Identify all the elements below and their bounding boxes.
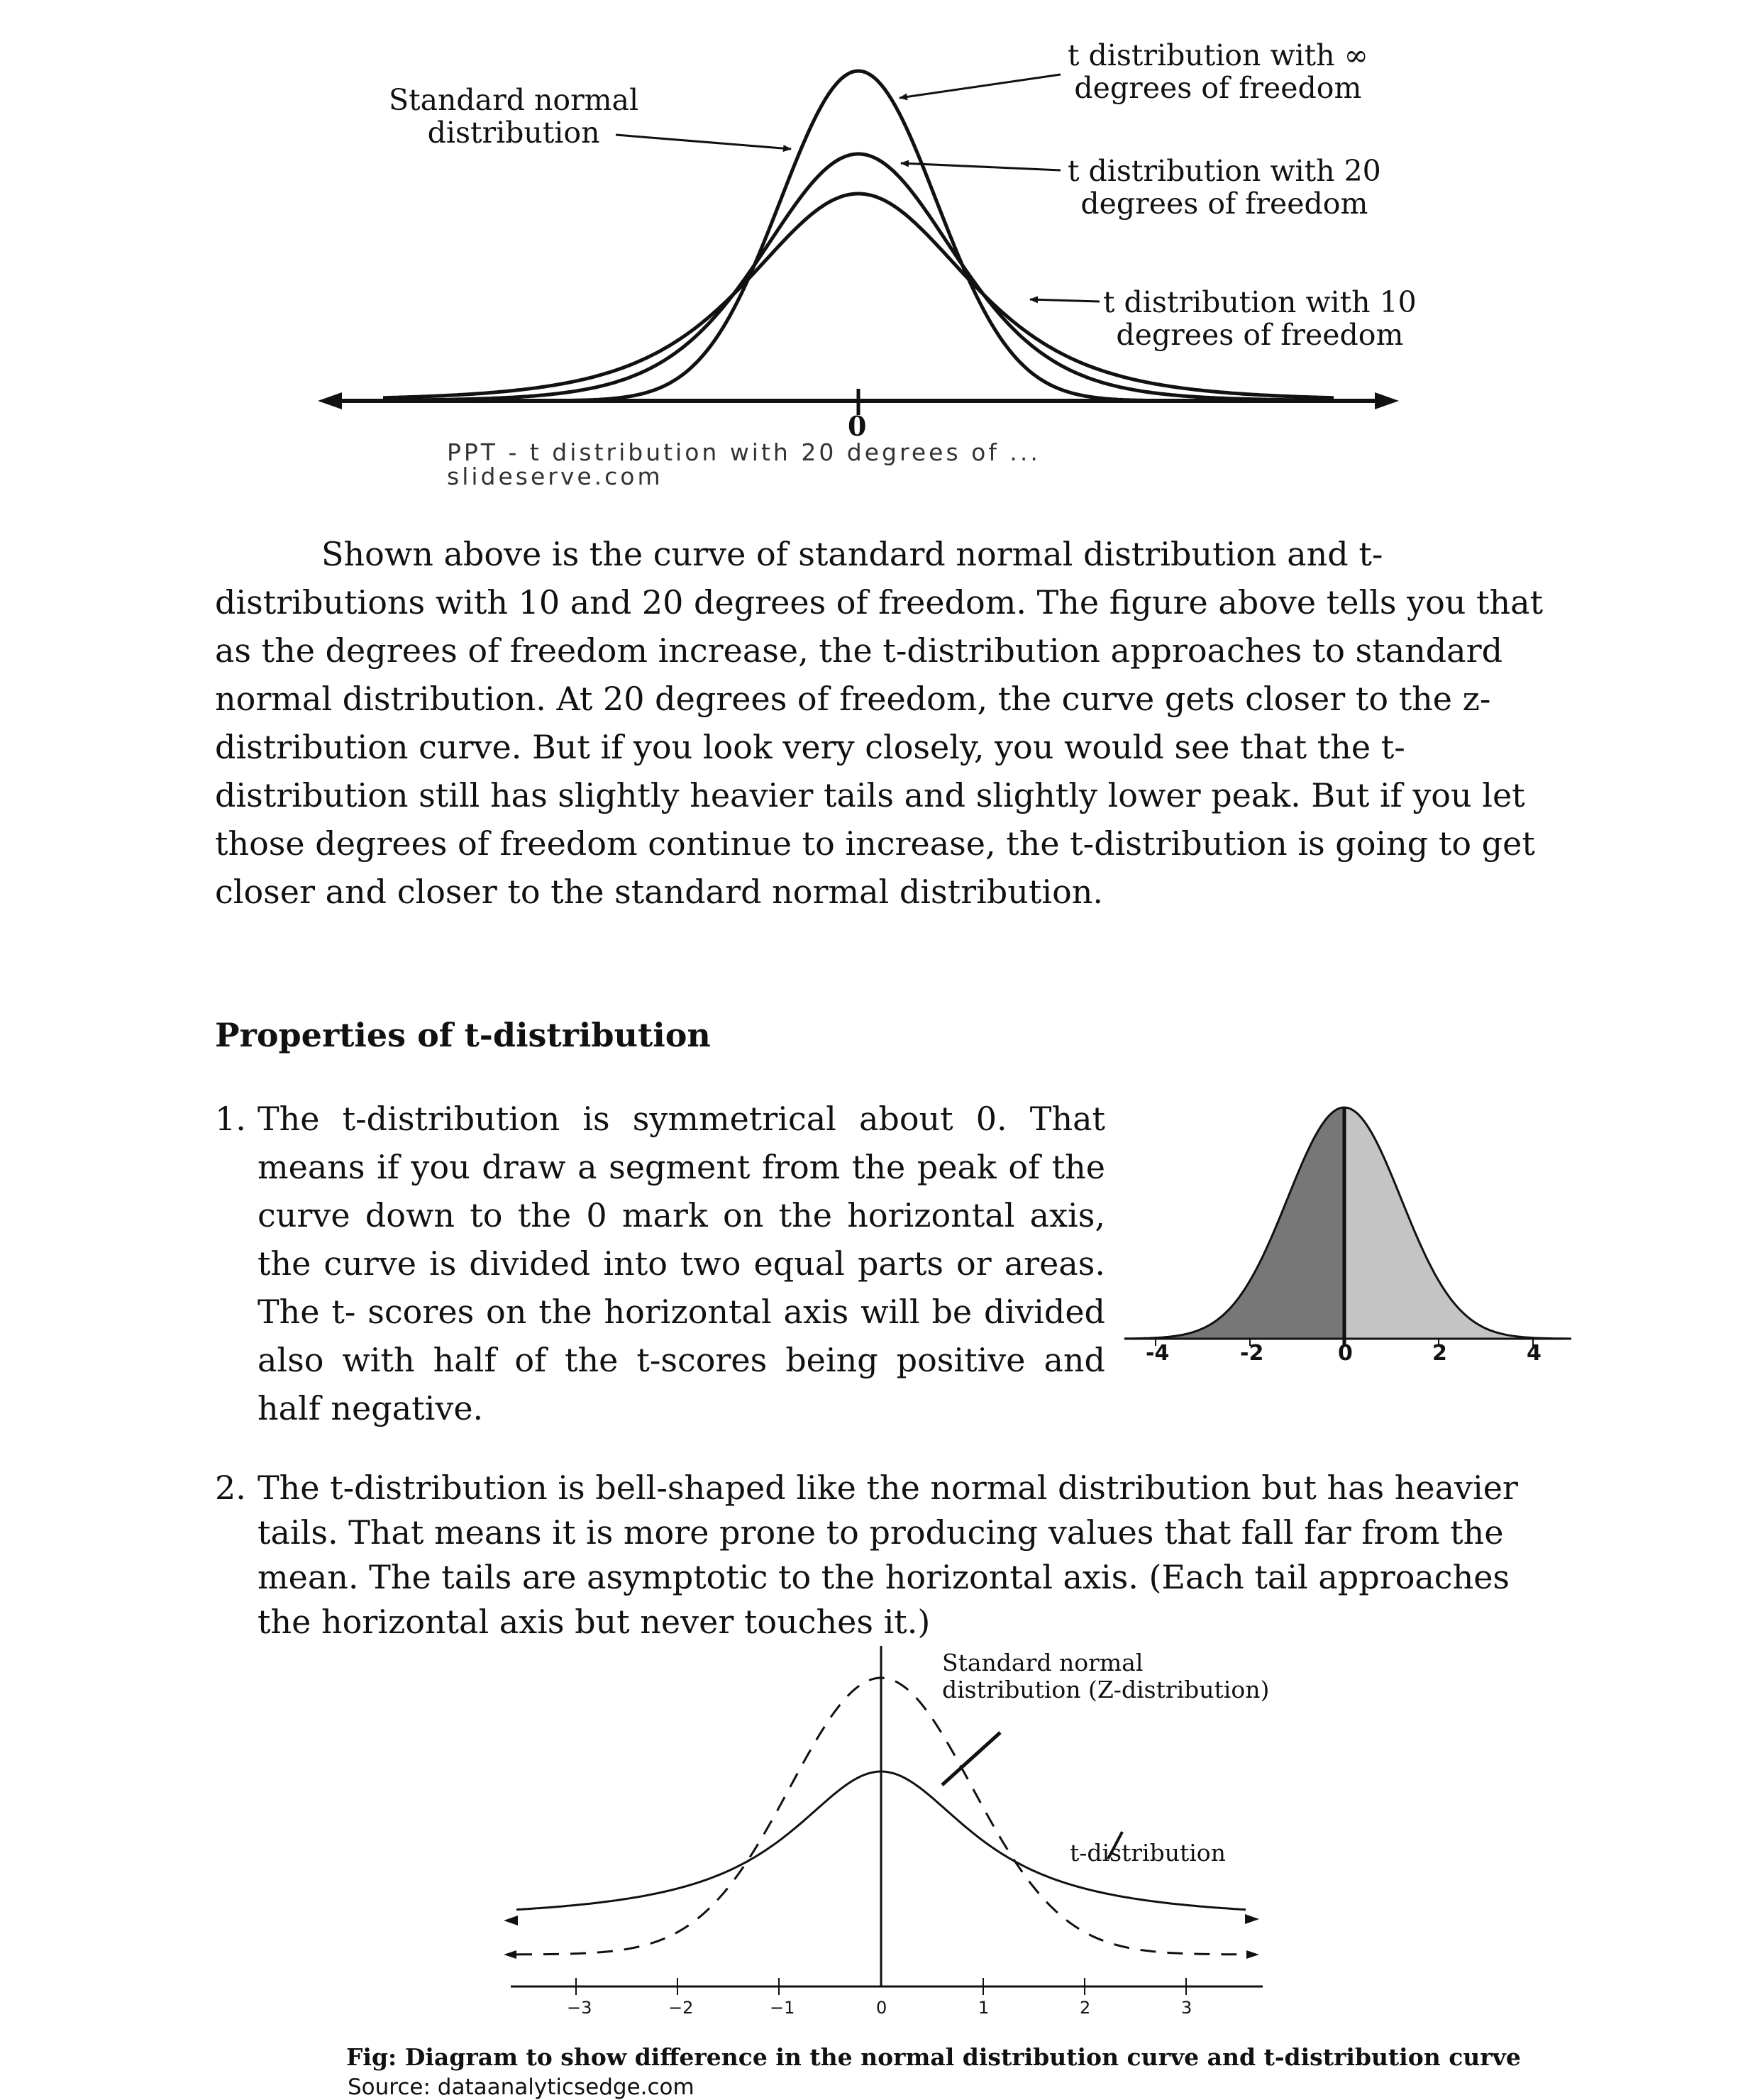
list-item-1-text: The t-distribution is symmetrical about 0. That means if you draw a segment from the peak of the curve down to the 0 mark on the horizontal axis, the curve is divided into two equal parts or areas. The t- scores on the horizontal axis will be divided also with half of the t-scores being positive and half negative.	[258, 1100, 1105, 1427]
figure3-tick-label: 1	[978, 1998, 990, 2018]
t-distribution-comparison-figure	[0, 0, 1760, 497]
label-t-infinity	[1068, 39, 1368, 104]
list-item-2-number: 2.	[215, 1469, 246, 1507]
section-heading: Properties of t-distribution	[215, 1016, 711, 1054]
figure3-label-standard-normal	[942, 1649, 1269, 1703]
label-t-10-line2: degrees of freedom	[1116, 318, 1404, 352]
list-item-2-text: The t-distribution is bell-shaped like the normal distribution but has heavier tails. That means it is more prone to producing values that fall far from the mean. The tails are asymptotic to the horizontal axis. (Each tail approaches the horizontal axis but never touches it.)	[258, 1469, 1518, 1641]
leader-standard-normal	[942, 1732, 1000, 1785]
label-t-20-line2: degrees of freedom	[1080, 187, 1368, 221]
label-t-10-line1: t distribution with 10	[1103, 285, 1417, 319]
t-curve-left-arrowhead	[504, 1916, 518, 1925]
figure3-tick-label: 3	[1181, 1998, 1192, 2018]
label-t-20	[1068, 155, 1381, 220]
list-item-1	[215, 1095, 1105, 1432]
label-t-infinity-line1: t distribution with ∞	[1068, 38, 1368, 72]
figure1-caption-source: slideserve.com	[447, 463, 663, 490]
z-curve-left-arrowhead	[504, 1950, 516, 1959]
figure2-tick-label: -2	[1240, 1341, 1264, 1366]
figure1-caption-title: PPT - t distribution with 20 degrees of ...	[447, 438, 1041, 466]
intro-paragraph	[215, 530, 1563, 916]
figure2-tick-label: 2	[1432, 1341, 1447, 1366]
figure3-tick-label: −1	[770, 1998, 795, 2018]
arrow-to-10-curve	[1030, 299, 1100, 302]
symmetry-figure	[1124, 1096, 1571, 1380]
figure2-tick-label: -4	[1146, 1341, 1170, 1366]
axis-zero-label: 0	[848, 410, 867, 442]
figure2-tick-label: 4	[1527, 1341, 1542, 1366]
label-t-20-line1: t distribution with 20	[1068, 154, 1381, 188]
figure3-tick-label: −2	[668, 1998, 694, 2018]
figure2-tick-label: 0	[1338, 1341, 1353, 1366]
figure3-label-standard-normal-line2: distribution (Z-distribution)	[942, 1676, 1270, 1703]
intro-paragraph-text: Shown above is the curve of standard normal distribution and t-distributions with 10 and 20 degrees of freedom. The figure above tells you that as the degrees of freedom increase, the t-distribution approaches to standard normal distribution. At 20 degrees of freedom, the curve gets closer to the z-distribution curve. But if you look very closely, you would see that the t-distribution still has slightly heavier tails and slightly lower peak. But if you let those degrees of freedom continue to increase, the t-distribution is going to get closer and closer to the standard normal distribution.	[215, 535, 1544, 911]
figure3-tick-label: −3	[567, 1998, 592, 2018]
label-standard-normal-line2: distribution	[427, 116, 600, 150]
figure3-label-t-distribution: t-distribution	[1070, 1839, 1226, 1867]
list-item-1-number: 1.	[215, 1100, 246, 1138]
figure3-caption: Fig: Diagram to show difference in the normal distribution curve and t-distribution curve	[346, 2043, 1521, 2071]
figure3-source: Source: dataanalyticsedge.com	[348, 2074, 694, 2100]
z-curve-right-arrowhead	[1246, 1950, 1259, 1959]
list-item-2	[215, 1466, 1570, 1645]
arrow-to-normal-curve	[616, 135, 791, 149]
right-shaded-area	[1344, 1107, 1571, 1339]
figure3-tick-label: 0	[876, 1998, 887, 2018]
label-standard-normal-line1: Standard normal	[389, 83, 639, 117]
arrow-to-infinity-curve	[900, 74, 1061, 98]
figure3-label-standard-normal-line1: Standard normal	[942, 1649, 1144, 1676]
label-standard-normal	[389, 84, 638, 149]
label-t-infinity-line2: degrees of freedom	[1074, 71, 1362, 105]
figure3-tick-label: 2	[1080, 1998, 1091, 2018]
t-curve-right-arrowhead	[1245, 1914, 1259, 1924]
axis-left-arrowhead	[318, 392, 342, 409]
label-t-10	[1103, 286, 1417, 351]
axis-right-arrowhead	[1375, 392, 1399, 409]
